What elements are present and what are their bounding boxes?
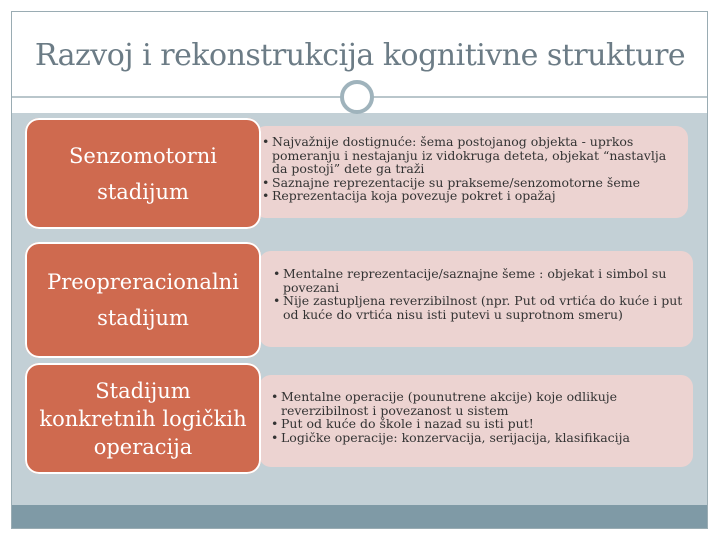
stage-3-bullet-2: • Put od kuće do škole i nazad su isti put! — [271, 417, 683, 431]
stage-2-bullet-1: • Mentalne reprezentacije/saznajne šeme : objekat i simbol su povezani — [273, 267, 683, 294]
stage-description-1 — [254, 126, 688, 218]
stage-3-name-line-2: konkretnih logičkih — [39, 406, 247, 431]
stage-card-2 — [25, 242, 261, 358]
stage-1-bullet-3: • Reprezentacija koja povezuje pokret i opažaj — [262, 189, 680, 203]
stage-1-bullet-2: • Saznajne reprezentacije su prakseme/senzomotorne šeme — [262, 176, 680, 190]
stage-3-name-line-3: operacija — [93, 434, 193, 459]
stage-2-name-line-2: stadijum — [97, 306, 189, 330]
ring-ornament-icon — [340, 80, 374, 114]
stage-1-name-line-2: stadijum — [97, 179, 189, 204]
slide-title: Razvoj i rekonstrukcija kognitivne strukture — [34, 38, 686, 73]
stage-3-bullet-1: • Mentalne operacije (pounutrene akcije) koje odlikuje reverzibilnost i povezanost u sistem — [271, 390, 683, 417]
stage-1-bullet-1: • Najvažnije dostignuće: šema postojanog objekta - uprkos pomeranju i nestajanju iz vidokruga deteta, objekat “nastavlja da postoji” dete ga traži — [262, 135, 680, 176]
stage-1-name-line-1: Senzomotorni — [69, 143, 217, 168]
stage-3-bullet-3: • Logičke operacije: konzervacija, serijacija, klasifikacija — [271, 431, 683, 445]
stage-card-1 — [25, 118, 261, 229]
stage-2-bullet-2: • Nije zastupljena reverzibilnost (npr. Put od vrtića do kuće i put od kuće do vrtića nisu isti putevi u suprotnom smeru) — [273, 294, 683, 321]
stage-card-3 — [25, 363, 261, 474]
stage-3-name-line-1: Stadijum — [95, 378, 191, 403]
stage-2-name-line-1: Preopreracionalni — [47, 270, 239, 294]
stage-description-2 — [259, 251, 693, 347]
stage-description-3 — [259, 375, 693, 467]
